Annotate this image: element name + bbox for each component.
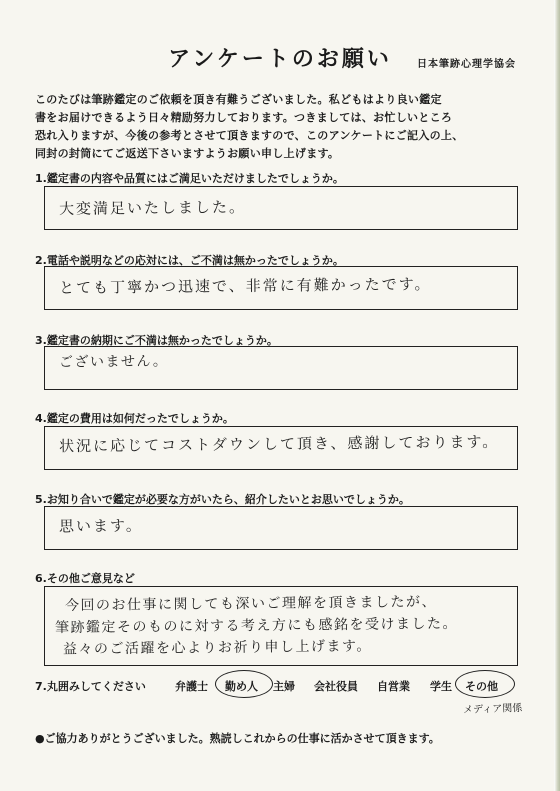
question-6-label: 6.その他ご意見など [35, 572, 135, 585]
question-2-answer: とても丁寧かつ迅速で、非常に有難かったです。 [58, 275, 432, 297]
option-other[interactable]: その他 [465, 680, 498, 693]
footer-thanks: ●ご協力ありがとうございました。熟読しこれからの仕事に活かさせて頂きます。 [35, 732, 440, 745]
option-self-employed[interactable]: 自営業 [377, 680, 410, 693]
intro-line: 恐れ入りますが、今後の参考とさせて頂きますので、このアンケートにご記入の上、 [35, 129, 464, 142]
question-1-answer-box[interactable] [44, 186, 518, 230]
organization-name: 日本筆跡心理学協会 [417, 59, 516, 70]
question-2-label: 2.電話や説明などの応対には、ご不満は無かったでしょうか。 [35, 254, 344, 267]
question-7-label: 7.丸囲みしてください [35, 680, 146, 693]
question-5-label: 5.お知り合いで鑑定が必要な方がいたら、紹介したいとお思いでしょうか。 [35, 493, 410, 506]
option-executive[interactable]: 会社役員 [314, 680, 358, 693]
question-6-answer-line: 筆跡鑑定そのものに対する考え方にも感銘を受けました。 [54, 615, 459, 637]
question-4-answer-box[interactable] [44, 426, 518, 470]
intro-paragraph [35, 91, 525, 163]
intro-line: 同封の封筒にてご返送下さいますようお願い申し上げます。 [35, 147, 340, 160]
employee-selection-circle [215, 670, 273, 698]
question-5-answer: 思います。 [58, 516, 143, 536]
intro-line: このたびは筆跡鑑定のご依頼を頂き有難うございました。私どもはより良い鑑定 [35, 93, 442, 106]
option-lawyer[interactable]: 弁護士 [175, 680, 208, 693]
question-6-answer-box[interactable] [44, 586, 518, 666]
question-4-label: 4.鑑定の費用は如何だったでしょうか。 [35, 412, 234, 425]
question-6-answer-line: 今回のお仕事に関しても深いご理解を頂きましたが、 [64, 594, 438, 614]
question-3-label: 3.鑑定書の納期にご不満は無かったでしょうか。 [35, 334, 278, 347]
question-3-answer-box[interactable] [44, 346, 518, 390]
intro-line: 書をお届けできるよう日々精励努力しております。つきましては、お忙しいところ [35, 111, 453, 124]
question-5-answer-box[interactable] [44, 506, 518, 550]
option-housewife[interactable]: 主婦 [273, 680, 295, 693]
question-6-answer-line: 益々のご活躍を心よりお祈り申し上げます。 [62, 638, 372, 658]
question-2-answer-box[interactable] [44, 266, 518, 310]
question-3-answer: ございません。 [58, 353, 169, 371]
question-1-answer: 大変満足いたしました。 [58, 198, 247, 218]
page-title: アンケートのお願い [168, 47, 392, 72]
question-1-label: 1.鑑定書の内容や品質にはご満足いただけましたでしょうか。 [35, 172, 344, 185]
other-selection-circle [455, 670, 515, 698]
question-4-answer: 状況に応じてコストダウンして頂き、感謝しております。 [58, 432, 500, 456]
option-employee[interactable]: 勤め人 [225, 680, 258, 693]
option-student[interactable]: 学生 [430, 680, 452, 693]
scan-edge [554, 0, 560, 791]
other-note: メディア関係 [462, 702, 523, 717]
